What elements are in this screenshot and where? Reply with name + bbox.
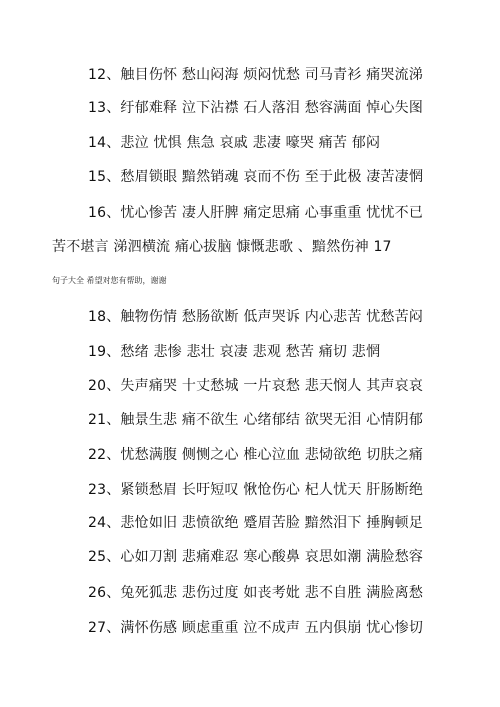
text-line-16: 16、忧心惨苦 凄人肝脾 痛定思痛 心事重重 忧忧不已 bbox=[88, 205, 424, 221]
text-line-25: 25、心如刀割 悲痛难忍 寒心酸鼻 哀思如潮 满脸愁容 bbox=[88, 549, 424, 565]
text-line-22: 22、忧愁满腹 侧恻之心 椎心泣血 悲恸欲绝 切肤之痛 bbox=[88, 447, 424, 463]
text-line-19: 19、愁绪 悲惨 悲壮 哀凄 悲观 愁苦 痛切 悲惘 bbox=[88, 344, 381, 360]
text-line-16-continued: 苦不堪言 涕泗横流 痛心拔脑 慷慨悲歌 、黯然伤神 17 bbox=[52, 239, 392, 255]
text-line-21: 21、触景生悲 痛不欲生 心绪郁结 欲哭无泪 心情阴郁 bbox=[88, 412, 424, 428]
footnote: 句子大全 希望对您有帮助，谢谢 bbox=[52, 276, 167, 285]
text-line-26: 26、兔死狐悲 悲伤过度 如丧考妣 悲不自胜 满脸离愁 bbox=[88, 585, 424, 601]
text-line-27: 27、满怀伤感 顾虑重重 泣不成声 五内俱崩 忧心惨切 bbox=[88, 620, 424, 636]
text-line-18: 18、触物伤情 愁肠欲断 低声哭诉 内心悲苦 忧愁苦闷 bbox=[88, 309, 424, 325]
text-line-15: 15、愁眉锁眼 黯然销魂 哀而不伤 至于此极 凄苦凄惘 bbox=[88, 169, 424, 185]
text-line-24: 24、悲怆如旧 悲愤欲绝 蹙眉苦脸 黯然泪下 捶胸顿足 bbox=[88, 515, 424, 531]
text-line-23: 23、紧锁愁眉 长吁短叹 愀怆伤心 杞人忧天 肝肠断绝 bbox=[88, 482, 424, 498]
text-line-20: 20、失声痛哭 十丈愁城 一片哀愁 悲天悯人 其声哀哀 bbox=[88, 378, 424, 394]
text-line-12: 12、触目伤怀 愁山闷海 烦闷忧愁 司马青衫 痛哭流涕 bbox=[88, 67, 424, 83]
text-line-14: 14、悲泣 忧惧 焦急 哀戚 悲凄 嚎哭 痛苦 郁闷 bbox=[88, 135, 381, 151]
text-line-13: 13、纡郁难释 泣下沾襟 石人落泪 愁容满面 悼心失图 bbox=[88, 100, 424, 116]
